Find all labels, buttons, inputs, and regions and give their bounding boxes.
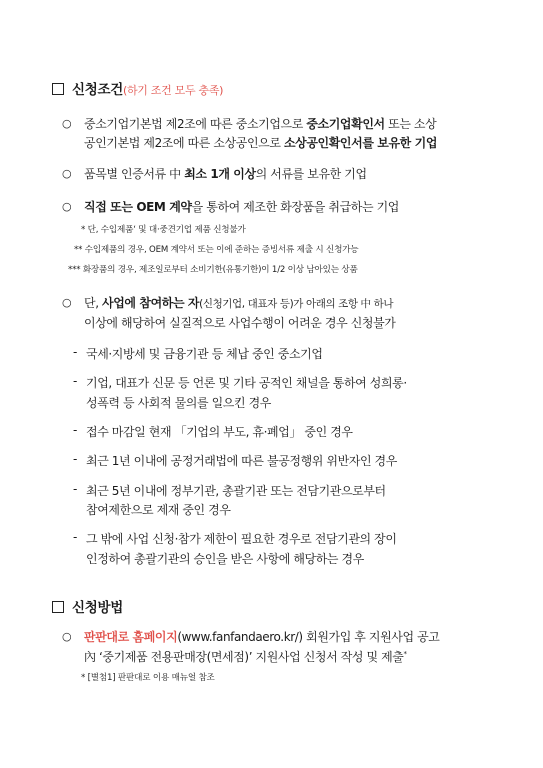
bullet-circle-icon: ○: [62, 296, 72, 309]
checkbox-square-icon: [52, 83, 64, 95]
condition-3-note-2: ** 수입제품의 경우, OEM 계약서 또는 이에 준하는 증빙서류 제출 시 신청가능: [74, 245, 359, 255]
bullet-circle-icon: ○: [62, 630, 72, 643]
bullet-circle-icon: ○: [62, 117, 72, 130]
section-heading-conditions: [52, 78, 223, 98]
condition-2: 품목별 인증서류 中 최소 1개 이상의 서류를 보유한 기업: [84, 167, 367, 181]
condition-3: 직접 또는 OEM 계약을 통하여 제조한 화장품을 취급하는 기업: [84, 200, 399, 214]
condition-4-line-1: 단, 사업에 참여하는 자(신청기업, 대표자 등)가 아래의 조항 中 하나: [84, 296, 394, 310]
section-title: 신청조건: [72, 82, 123, 98]
dash-marker: -: [73, 530, 78, 544]
dash-marker: -: [73, 482, 78, 496]
checkbox-square-icon: [52, 601, 64, 613]
exclusion-item-2-line-1: 기업, 대표가 신문 등 언론 및 기타 공적인 채널을 통하여 성희롱·: [86, 376, 407, 390]
bullet-circle-icon: ○: [62, 200, 72, 213]
condition-1-line-1: 중소기업기본법 제2조에 따른 중소기업으로 중소기업확인서 또는 소상: [84, 117, 437, 131]
exclusion-item-6-line-2: 인정하여 총괄기관의 승인을 받은 사항에 해당하는 경우: [86, 552, 364, 566]
method-line-1: 판판대로 홈페이지(www.fanfandaero.kr/) 회원가입 후 지원사업 공고: [84, 630, 440, 644]
section-title: 신청방법: [72, 600, 123, 616]
bullet-circle-icon: ○: [62, 167, 72, 180]
dash-marker: -: [73, 423, 78, 437]
condition-4-line-2: 이상에 해당하여 실질적으로 사업수행이 어려운 경우 신청불가: [84, 316, 396, 330]
condition-1-line-2: 공인기본법 제2조에 따른 소상공인으로 소상공인확인서를 보유한 기업: [84, 136, 438, 150]
condition-3-note-1: * 단, 수입제품‘ 및 대·중견기업 제품 신청불가: [81, 225, 246, 235]
condition-3-note-3: *** 화장품의 경우, 제조일로부터 소비기한(유통기한)이 1/2 이상 남아있는 상품: [68, 265, 358, 275]
exclusion-item-5-line-1: 최근 5년 이내에 정부기관, 총괄기관 또는 전담기관으로부터: [86, 484, 386, 498]
method-line-2: 內 ‘중기제품 전용판매장(면세점)’ 지원사업 신청서 작성 및 제출*: [84, 650, 407, 664]
section-note: (하기 조건 모두 충족): [122, 84, 224, 97]
method-note: * [별첨1] 판판대로 이용 매뉴얼 참조: [81, 673, 215, 683]
dash-marker: -: [73, 452, 78, 466]
section-heading-method: [52, 596, 123, 616]
dash-marker: -: [73, 374, 78, 388]
exclusion-item-5-line-2: 참여제한으로 제재 중인 경우: [86, 503, 231, 517]
dash-marker: -: [73, 345, 78, 359]
exclusion-item-1: 국세·지방세 및 금융기관 등 체납 중인 중소기업: [86, 347, 323, 361]
exclusion-item-6-line-1: 그 밖에 사업 신청·참가 제한이 필요한 경우로 전담기관의 장이: [86, 532, 397, 546]
exclusion-item-4: 최근 1년 이내에 공정거래법에 따른 불공정행위 위반자인 경우: [86, 454, 397, 468]
exclusion-item-2-line-2: 성폭력 등 사회적 물의를 일으킨 경우: [86, 396, 271, 410]
exclusion-item-3: 접수 마감일 현재 「기업의 부도, 휴·폐업」 중인 경우: [86, 425, 353, 439]
homepage-link[interactable]: 판판대로 홈페이지: [84, 630, 178, 644]
